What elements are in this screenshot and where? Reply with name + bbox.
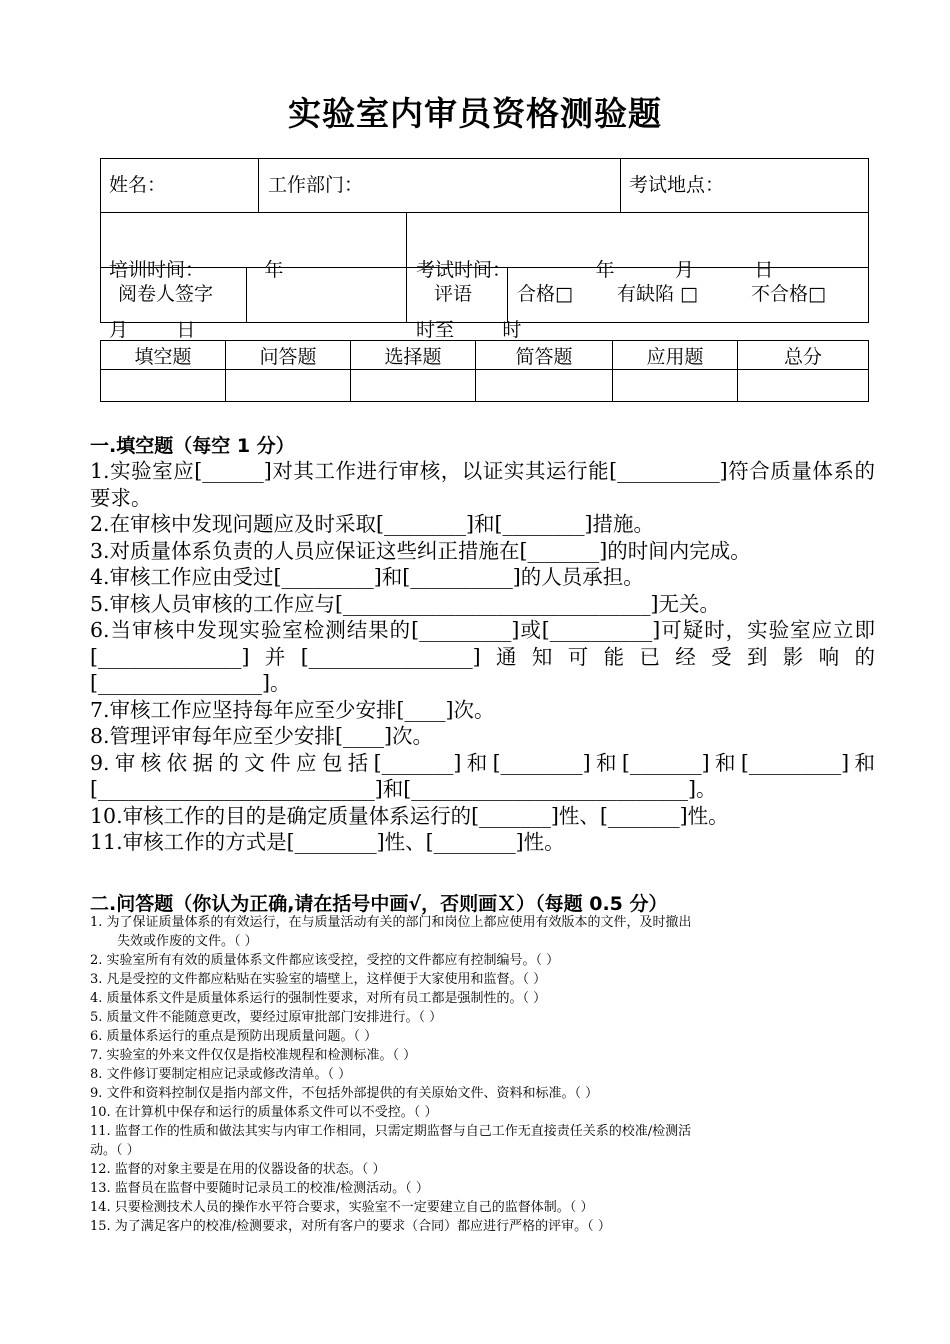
comment-label: 评语 [434,283,473,305]
qa-question: 11. 监督工作的性质和做法其实与内审工作相同，只需定期监督与自己工作无直接责任关系的校准/检测活 [90,1124,692,1139]
qa-question: 10. 在计算机中保存和运行的质量体系文件可以不受控。（ ） [90,1105,438,1120]
fill-question: 7.审核工作应坚持每年应至少安排[____]次。 [90,697,495,722]
qa-question: 失效或作废的文件。（ ） [117,934,258,949]
qa-question: 2. 实验室所有有效的质量体系文件都应该受控，受控的文件都应有控制编号。（ ） [90,953,560,968]
score-cell-choice[interactable] [351,370,476,402]
qa-question: 14. 只要检测技术人员的操作水平符合要求，实验室不一定要建立自己的监督体制。（ ） [90,1200,594,1215]
qa-question: 6. 质量体系运行的重点是预防出现质量问题。（ ） [90,1029,378,1044]
page-title: 实验室内审员资格测验题 [288,94,662,133]
fill-question: 5.审核人员审核的工作应与[______________________________]无关。 [90,591,721,616]
section-fill-questions [90,458,875,856]
qa-question: 4. 质量体系文件是质量体系运行的强制性要求，对所有员工都是强制性的。（ ） [90,991,547,1006]
fill-question: 1.实验室应[______]对其工作进行审核，以证实其运行能[__________]符合质量体系的要求。 [90,459,875,510]
qa-question: 7. 实验室的外来文件仅仅是指校准规程和检测标准。（ ） [90,1048,417,1063]
score-cell-total[interactable] [738,370,869,402]
qa-question: 13. 监督员在监督中要随时记录员工的校准/检测活动。（ ） [90,1181,429,1196]
score-cell-qa[interactable] [226,370,351,402]
qa-question: 9. 文件和资料控制仅是指内部文件，不包括外部提供的有关原始文件、资料和标准。（ ） [90,1086,599,1101]
training-time-field[interactable]: 培训时间： 年 月 日 [109,259,284,341]
qa-question: 动。（ ） [90,1143,140,1158]
section-qa-title: 二.问答题（你认为正确,请在括号中画√，否则画Ｘ）（每题 0.5 分） [90,893,668,915]
qa-question: 12. 监督的对象主要是在用的仪器设备的状态。（ ） [90,1162,386,1177]
exam-time-field[interactable]: 考试时间： 年 月 日 时至 时 [416,259,774,341]
score-table [100,340,869,402]
fill-question: 9.审核依据的文件应包括[_______]和[________]和[_______]和[_________]和[___________________________]和[___________________________]。 [90,750,875,801]
fill-question: 4.审核工作应由受过[_________]和[__________]的人员承担。 [90,565,644,589]
score-header-short: 简答题 [476,341,613,370]
option-fail-checkbox[interactable]: 不合格□ [751,283,826,305]
fill-question: 2.在审核中发现问题应及时采取[________]和[________]措施。 [90,512,655,536]
fill-question: 8.管理评审每年应至少安排[____]次。 [90,724,434,748]
score-cell-short[interactable] [476,370,613,402]
qa-question: 8. 文件修订要制定相应记录或修改清单。（ ） [90,1067,352,1082]
section-fill-title: 一.填空题（每空 1 分） [90,435,295,457]
qa-question: 5. 质量文件不能随意更改，要经过原审批部门安排进行。（ ） [90,1010,443,1025]
score-header-fill: 填空题 [101,341,226,370]
fill-question: 3.对质量体系负责的人员应保证这些纠正措施在[_______]的时间内完成。 [90,538,751,563]
department-field[interactable]: 工作部门： [268,174,364,196]
fill-question: 10.审核工作的目的是确定质量体系运行的[_______]性、[_______]性。 [90,803,729,828]
score-header-application: 应用题 [613,341,738,370]
qa-question: 3. 凡是受控的文件都应粘贴在实验室的墙壁上，这样便于大家使用和监督。（ ） [90,972,547,987]
score-header-qa: 问答题 [226,341,351,370]
option-defect-checkbox[interactable]: 有缺陷 □ [617,283,698,305]
score-header-total: 总分 [738,341,869,370]
score-cell-fill[interactable] [101,370,226,402]
qa-question: 1. 为了保证质量体系的有效运行，在与质量活动有关的部门和岗位上都应使用有效版本的文件，及时撤出 [90,915,692,930]
exam-location-field[interactable]: 考试地点： [629,174,725,196]
qa-question: 15. 为了满足客户的校准/检测要求，对所有客户的要求（合同）都应进行严格的评审。（ ） [90,1219,611,1234]
name-field[interactable]: 姓名： [109,174,167,196]
option-pass-checkbox[interactable]: 合格□ [517,283,573,305]
score-header-choice: 选择题 [351,341,476,370]
section-qa-questions [90,913,880,1236]
fill-question: 6.当审核中发现实验室检测结果的[_________]或[__________]可疑时，实验室应立即[______________]并[________________]通知可能已经受到影响的[________________]。 [90,618,875,695]
fill-question: 11.审核工作的方式是[________]性、[________]性。 [90,830,565,854]
score-cell-application[interactable] [613,370,738,402]
reviewer-signature-label: 阅卷人签字 [118,283,214,305]
